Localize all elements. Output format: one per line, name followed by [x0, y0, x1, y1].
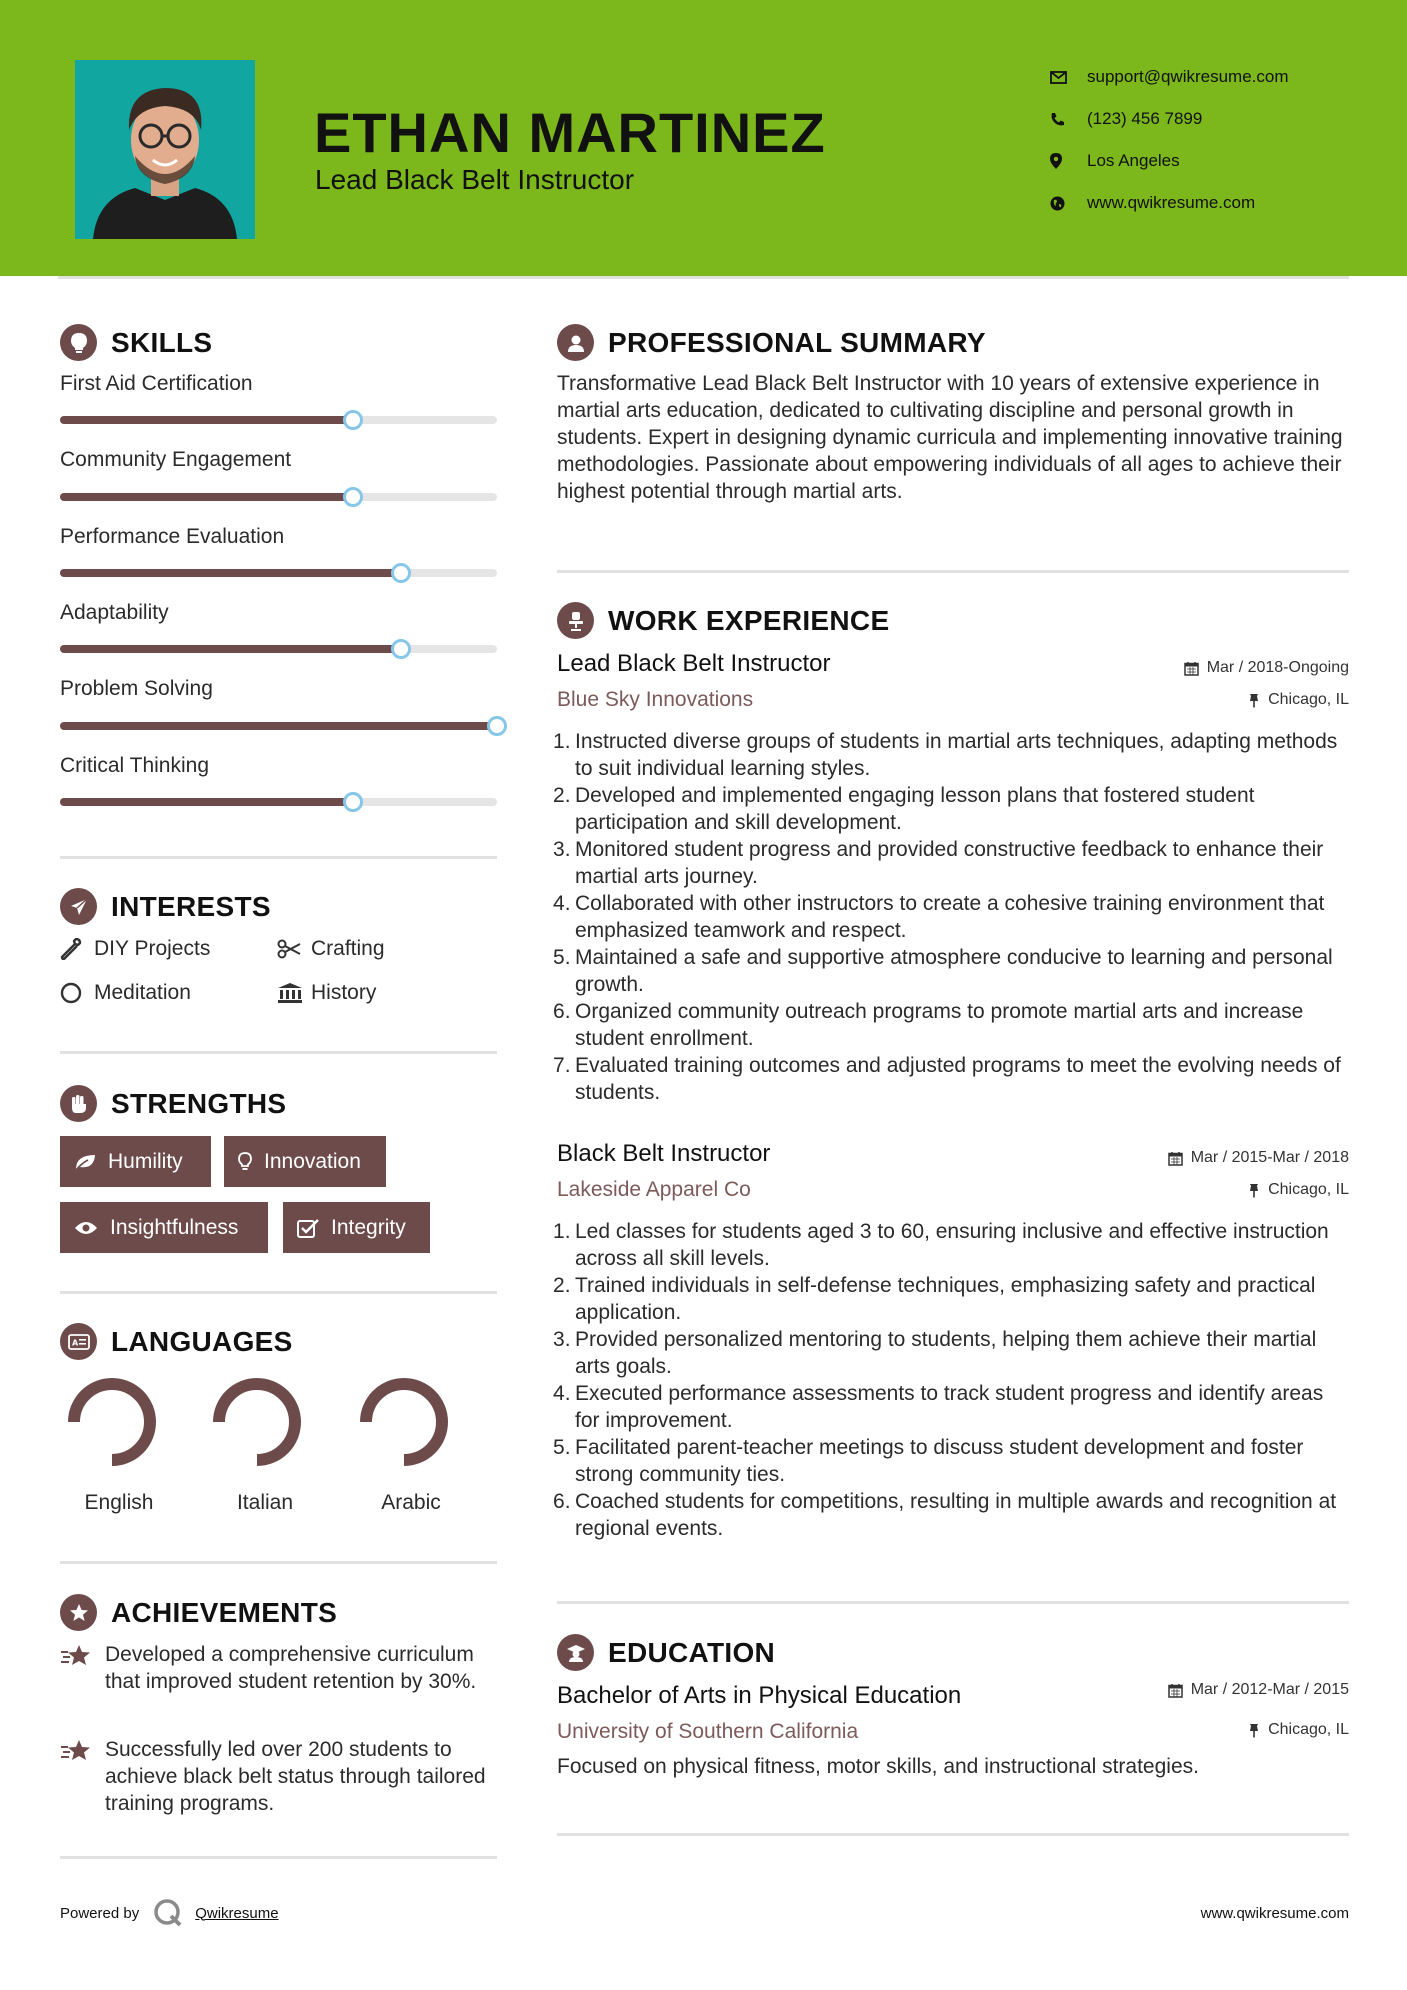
section-divider — [60, 856, 497, 859]
achievement-item: Successfully led over 200 students to achieve black belt status through tailored training programs. — [60, 1736, 500, 1817]
strengths-heading: STRENGTHS — [60, 1085, 286, 1122]
job-duties — [553, 728, 1353, 1106]
summary-heading: PROFESSIONAL SUMMARY — [557, 324, 986, 361]
interests-heading: INTERESTS — [60, 888, 271, 925]
star-icon — [60, 1641, 105, 1695]
duty-item: Monitored student progress and provided constructive feedback to enhance their martial arts journey. — [575, 838, 1324, 888]
skill-bar-knob — [391, 563, 411, 583]
education-dates: Mar / 2012-Mar / 2015 — [1168, 1681, 1349, 1699]
user-icon — [557, 324, 594, 361]
footer-url[interactable]: www.qwikresume.com — [1200, 1905, 1349, 1922]
eye-icon — [74, 1220, 98, 1236]
skill-bar-fill — [60, 416, 353, 424]
calendar-icon — [1168, 1683, 1183, 1698]
job-dates: Mar / 2018-Ongoing — [1184, 659, 1349, 677]
skill-label: Critical Thinking — [60, 754, 209, 777]
skill-bar — [60, 569, 497, 577]
lightbulb-icon — [238, 1152, 252, 1172]
skill-bar — [60, 645, 497, 653]
section-divider — [60, 1291, 497, 1294]
section-divider — [60, 1051, 497, 1054]
skill-bar — [60, 798, 497, 806]
achievement-item: Developed a comprehensive curriculum that improved student retention by 30%. — [60, 1641, 500, 1695]
skill-bar-knob — [343, 410, 363, 430]
duty-item: Coached students for competitions, resulting in multiple awards and recognition at regional events. — [575, 1490, 1337, 1540]
svg-text:A: A — [71, 1338, 78, 1347]
contact-email[interactable]: support@qwikresume.com — [1050, 56, 1289, 98]
skill-bar-fill — [60, 798, 353, 806]
star-badge-icon — [60, 1594, 97, 1631]
language-label: Italian — [236, 1491, 294, 1514]
language-label: Arabic — [381, 1491, 441, 1514]
envelope-icon — [1050, 71, 1087, 84]
language-ring — [67, 1377, 157, 1467]
skill-bar-knob — [391, 639, 411, 659]
language-ring — [212, 1377, 302, 1467]
skill-bar — [60, 722, 497, 730]
qwikresume-logo-icon — [153, 1898, 183, 1928]
interest-item: Crafting — [277, 937, 385, 961]
checkbox-icon — [297, 1218, 319, 1238]
skill-bar-fill — [60, 645, 401, 653]
skill-label: Problem Solving — [60, 677, 213, 700]
skill-bar-knob — [343, 792, 363, 812]
school-name: University of Southern California — [557, 1720, 859, 1743]
job-location: Chicago, IL — [1248, 1181, 1349, 1199]
contact-location: Los Angeles — [1050, 140, 1289, 182]
skill-bar-fill — [60, 569, 401, 577]
circle-icon — [60, 982, 94, 1004]
star-icon — [60, 1736, 105, 1817]
section-divider — [60, 1561, 497, 1564]
section-divider — [557, 570, 1349, 573]
degree-title: Bachelor of Arts in Physical Education — [557, 1682, 962, 1709]
duty-item: Instructed diverse groups of students in martial arts techniques, adapting methods to suit individual learning styles. — [575, 730, 1338, 780]
skill-bar — [60, 416, 497, 424]
fist-icon — [60, 1085, 97, 1122]
duty-item: Organized community outreach programs to promote martial arts and increase student enrollment. — [575, 1000, 1304, 1050]
skills-heading: SKILLS — [60, 324, 212, 361]
language-ring — [359, 1377, 449, 1467]
map-marker-icon — [1050, 153, 1087, 169]
pushpin-icon — [1248, 1723, 1260, 1738]
section-divider — [557, 1601, 1349, 1604]
strength-badge: Humility — [60, 1136, 211, 1187]
language-ring-arc — [219, 1384, 295, 1460]
candidate-name: ETHAN MARTINEZ — [314, 101, 826, 164]
profile-photo — [75, 60, 255, 239]
globe-icon — [1050, 196, 1087, 211]
job-title: Lead Black Belt Instructor — [557, 650, 831, 677]
interest-item: Meditation — [60, 981, 191, 1005]
work-heading: WORK EXPERIENCE — [557, 602, 889, 639]
resume-header — [0, 0, 1407, 276]
skill-label: Performance Evaluation — [60, 525, 285, 548]
calendar-icon — [1184, 661, 1199, 676]
job-duties — [553, 1218, 1353, 1542]
candidate-role: Lead Black Belt Instructor — [315, 164, 635, 195]
job-title: Black Belt Instructor — [557, 1140, 771, 1167]
duty-item: Provided personalized mentoring to students, helping them achieve their martial arts goals. — [575, 1328, 1317, 1378]
scissors-icon — [277, 939, 311, 959]
company-name: Blue Sky Innovations — [557, 688, 754, 711]
contact-phone[interactable]: (123) 456 7899 — [1050, 98, 1289, 140]
skill-label: Community Engagement — [60, 448, 292, 471]
section-divider — [60, 1856, 497, 1859]
duty-item: Facilitated parent-teacher meetings to discuss student development and foster strong community ties. — [575, 1436, 1304, 1486]
education-heading: EDUCATION — [557, 1634, 775, 1671]
bank-icon — [277, 982, 311, 1004]
summary-text: Transformative Lead Black Belt Instructor with 10 years of extensive experience in martial arts education, dedicated to cultivating discipline and personal growth in students. Expert in designing dynamic curricula and implementing innovative training methodologies. Passionate about empowering individuals of all ages to achieve their highest potential through martial arts. — [557, 372, 1343, 503]
skill-bar — [60, 493, 497, 501]
graduate-icon — [557, 1634, 594, 1671]
section-divider — [557, 1833, 1349, 1836]
interest-item: History — [277, 981, 376, 1005]
duty-item: Maintained a safe and supportive atmosphere conducive to learning and personal growth. — [575, 946, 1333, 996]
duty-item: Evaluated training outcomes and adjusted programs to meet the evolving needs of students. — [575, 1054, 1341, 1104]
duty-item: Led classes for students aged 3 to 60, ensuring inclusive and effective instruction across all skill levels. — [575, 1220, 1329, 1270]
education-description: Focused on physical fitness, motor skills, and instructional strategies. — [557, 1755, 1199, 1778]
skill-label: Adaptability — [60, 601, 169, 624]
strength-badge: Innovation — [224, 1136, 386, 1187]
language-ring-arc — [366, 1384, 442, 1460]
footer-powered-by: Powered by Qwikresume — [60, 1898, 279, 1928]
language-card-icon — [60, 1323, 97, 1360]
duty-item: Trained individuals in self-defense techniques, emphasizing safety and practical application. — [575, 1274, 1316, 1324]
strength-badge: Insightfulness — [60, 1202, 268, 1253]
interest-item: DIY Projects — [60, 937, 210, 961]
skill-bar-knob — [487, 716, 507, 736]
duty-item: Developed and implemented engaging lesson plans that fostered student participation and skill development. — [575, 784, 1255, 834]
leaf-icon — [74, 1153, 96, 1171]
wrench-icon — [60, 938, 94, 960]
skill-bar-fill — [60, 722, 497, 730]
duty-item: Collaborated with other instructors to create a cohesive training environment that emphasized teamwork and respect. — [575, 892, 1325, 942]
footer-brand-link[interactable]: Qwikresume — [195, 1904, 279, 1922]
languages-heading: A LANGUAGES — [60, 1323, 293, 1360]
language-label: English — [84, 1491, 154, 1514]
duty-item: Executed performance assessments to track student progress and identify areas for improvement. — [575, 1382, 1324, 1432]
pushpin-icon — [1248, 1183, 1260, 1198]
education-location: Chicago, IL — [1248, 1721, 1349, 1739]
company-name: Lakeside Apparel Co — [557, 1178, 751, 1201]
paper-plane-icon — [60, 888, 97, 925]
phone-icon — [1050, 112, 1087, 127]
job-location: Chicago, IL — [1248, 691, 1349, 709]
skill-bar-knob — [343, 487, 363, 507]
header-divider — [58, 276, 1349, 279]
skill-bar-fill — [60, 493, 353, 501]
strength-badge: Integrity — [283, 1202, 430, 1253]
contact-list — [1050, 56, 1289, 224]
contact-website[interactable]: www.qwikresume.com — [1050, 182, 1289, 224]
skill-label: First Aid Certification — [60, 372, 253, 395]
calendar-icon — [1168, 1151, 1183, 1166]
lightbulb-icon — [60, 324, 97, 361]
chair-icon — [557, 602, 594, 639]
language-ring-arc — [74, 1384, 150, 1460]
pushpin-icon — [1248, 693, 1260, 708]
achievements-heading: ACHIEVEMENTS — [60, 1594, 337, 1631]
job-dates: Mar / 2015-Mar / 2018 — [1168, 1149, 1349, 1167]
